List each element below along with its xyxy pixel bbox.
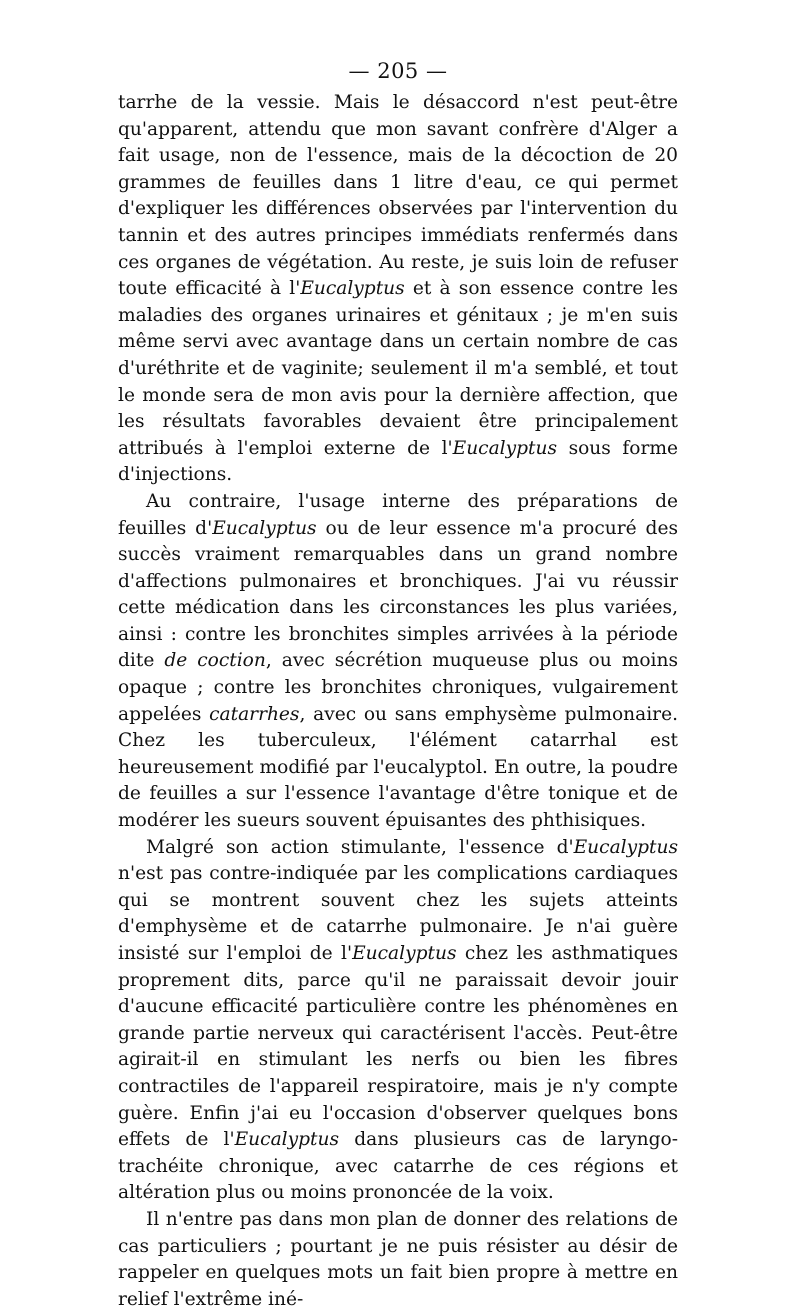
paragraph-3-segment-6: Eucalyptus	[234, 1129, 339, 1151]
paragraph-3-segment-4: Eucalyptus	[352, 943, 457, 964]
paragraph-1	[118, 90, 678, 489]
paragraph-2-segment-5: , avec sécrétion muqueuse plus ou moins opaque ; contre les bronchites chroniques, vulgairement appelées	[118, 650, 678, 725]
paragraph-1-segment-4: Eucalyptus	[452, 437, 558, 459]
paragraph-3-segment-3: n'est pas contre-indiquée par les complications cardiaques qui se montrent souvent chez les sujets atteints d'emphysème et de catarrhe pulmonaire. Je n'ai guère insisté sur l'emploi de l'	[118, 863, 678, 964]
paragraph-2-segment-1: Au contraire, l'usage interne des préparations de feuilles d'	[118, 490, 678, 539]
paragraph-3-segment-7: dans plusieurs cas de laryngo-trachéite chronique, avec catarrhe de ces régions et altération plus ou moins prononcée de la voix.	[118, 1129, 678, 1204]
paragraph-4-segment-1: Il n'entre pas dans mon plan de donner des relations de cas particuliers ; pourtant je ne puis résister au désir de rappeler en quelques mots un fait bien propre à mettre en relief l'extrême iné-	[118, 1208, 678, 1310]
paragraph-1-segment-2: Eucalyptus	[300, 278, 405, 300]
paragraph-3-segment-5: chez les asthmatiques proprement dits, parce qu'il ne paraissait devoir jouir d'aucune efficacité particulière contre les phénomènes en grande partie nerveux qui caractérisent l'accès. Peut-être agirait-il en stimulant les nerfs ou bien les fibres contractiles de l'appareil respiratoire, mais je n'y compte guère. Enfin j'ai eu l'occasion d'observer quelques bons effets de l'	[118, 943, 679, 1151]
paragraph-2-segment-6: catarrhes	[209, 703, 300, 725]
book-page	[118, 58, 678, 1313]
paragraph-1-segment-3: et à son essence contre les maladies des organes urinaires et génitaux ; je m'en suis même servi avec avantage dans un certain nombre de cas d'uréthrite et de vaginite; seulement il m'a semblé, et tout le monde sera de mon avis pour la dernière affection, que les résultats favorables devaient être principalement attribués à l'emploi externe de l'	[118, 278, 678, 459]
paragraph-2-segment-4: de coction	[164, 650, 266, 672]
paragraph-2-segment-7: , avec ou sans emphysème pulmonaire. Chez les tuberculeux, l'élément catarrhal est heureusement modifié par l'eucalyptol. En outre, la poudre de feuilles a sur l'essence l'avantage d'être tonique et de modérer les sueurs souvent épuisantes des phthisiques.	[118, 703, 678, 832]
paragraph-3	[118, 835, 678, 1207]
page-number: — 205 —	[348, 59, 448, 83]
paragraph-2-segment-3: ou de leur essence m'a procuré des succès vraiment remarquables dans un grand nombre d'affections pulmonaires et bronchiques. J'ai vu réussir cette médication dans les circonstances les plus variées, ainsi : contre les bronchites simples arrivées à la période dite	[118, 517, 679, 672]
paragraph-3-segment-2: Eucalyptus	[573, 836, 678, 858]
paragraph-4	[118, 1207, 678, 1313]
paragraph-2-segment-2: Eucalyptus	[212, 517, 317, 539]
paragraph-3-segment-1: Malgré son action stimulante, l'essence d'	[146, 836, 574, 858]
paragraph-1-segment-1: tarrhe de la vessie. Mais le désaccord n'est peut-être qu'apparent, attendu que mon savant confrère d'Alger a fait usage, non de l'essence, mais de la décoction de 20 grammes de feuilles dans 1 litre d'eau, ce qui permet d'expliquer les différences observées par l'intervention du tannin et des autres principes immédiats renfermés dans ces organes de végétation. Au reste, je suis loin de refuser toute efficacité à l'	[118, 92, 678, 300]
paragraph-1-segment-5: sous forme d'injections.	[118, 437, 678, 486]
paragraph-2	[118, 489, 678, 835]
